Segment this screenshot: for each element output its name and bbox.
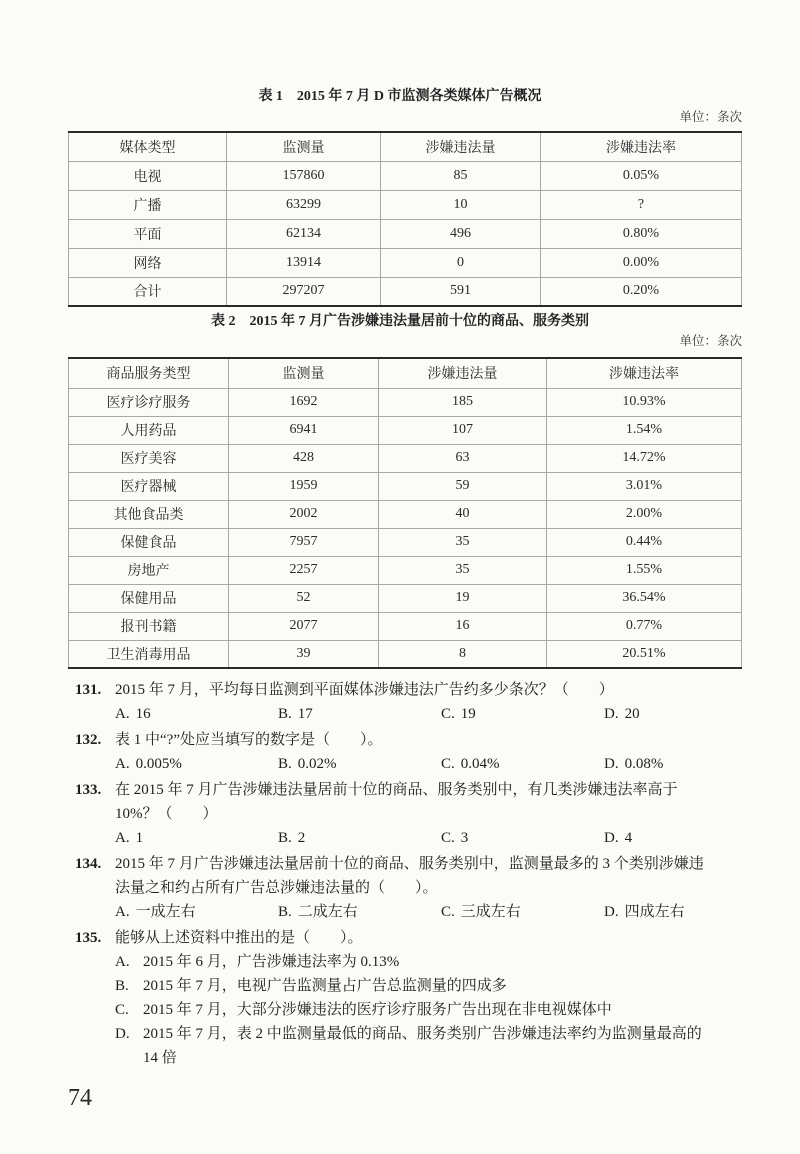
- question-132: [75, 728, 742, 776]
- option-d: [115, 1022, 742, 1070]
- header-violation-rate: 涉嫌违法率: [541, 132, 742, 161]
- option-label: C.: [441, 904, 455, 920]
- cell-violation-rate: 20.51%: [547, 640, 742, 668]
- question-135: [75, 926, 742, 1070]
- table-row: [69, 219, 742, 248]
- cell-monitored-count: 297207: [227, 277, 381, 306]
- cell-violation-rate: 0.05%: [541, 161, 742, 190]
- option-label: B.: [115, 978, 129, 994]
- cell-violation-count: 19: [379, 584, 547, 612]
- cell-violation-rate: 14.72%: [547, 444, 742, 472]
- option-c: [441, 752, 604, 776]
- option-text: 四成左右: [624, 904, 685, 920]
- option-label: A.: [115, 706, 130, 722]
- header-media-type: 媒体类型: [69, 132, 227, 161]
- option-label: B.: [278, 756, 292, 772]
- option-label: A.: [115, 756, 130, 772]
- cell-category: 医疗器械: [69, 472, 229, 500]
- table-header-row: [69, 132, 742, 161]
- option-list: [115, 826, 742, 850]
- option-d: [604, 752, 767, 776]
- question-text: 2015 年 7 月广告涉嫌违法量居前十位的商品、服务类别中，监测量最多的 3 个类别涉嫌违: [115, 856, 704, 872]
- option-text: 三成左右: [460, 904, 521, 920]
- option-text: 0.04%: [460, 756, 500, 772]
- option-d: [604, 826, 767, 850]
- cell-violation-count: 35: [379, 556, 547, 584]
- cell-violation-count: 16: [379, 612, 547, 640]
- table-row: [69, 556, 742, 584]
- cell-media-type: 广播: [69, 190, 227, 219]
- cell-violation-rate: 36.54%: [547, 584, 742, 612]
- cell-violation-count: 40: [379, 500, 547, 528]
- option-d: [604, 900, 767, 924]
- table2-top10-categories: [68, 357, 742, 669]
- header-violation-count: 涉嫌违法量: [381, 132, 541, 161]
- question-number: 132.: [75, 732, 102, 748]
- option-label: A.: [115, 954, 130, 970]
- cell-monitored-count: 39: [229, 640, 379, 668]
- table-header-row: [69, 358, 742, 388]
- option-b: [115, 974, 742, 998]
- option-text: 2015 年 6 月，广告涉嫌违法率为 0.13%: [143, 954, 400, 970]
- option-list: [115, 702, 742, 726]
- option-d: [604, 702, 767, 726]
- cell-violation-count: 496: [381, 219, 541, 248]
- option-text: 2015 年 7 月，大部分涉嫌违法的医疗诊疗服务广告出现在非电视媒体中: [143, 1002, 612, 1018]
- option-text: 二成左右: [297, 904, 358, 920]
- option-label: A.: [115, 904, 130, 920]
- cell-violation-rate: 0.00%: [541, 248, 742, 277]
- cell-violation-count: 35: [379, 528, 547, 556]
- option-label: C.: [441, 830, 455, 846]
- cell-monitored-count: 1959: [229, 472, 379, 500]
- cell-monitored-count: 428: [229, 444, 379, 472]
- cell-monitored-count: 2257: [229, 556, 379, 584]
- cell-category: 保健食品: [69, 528, 229, 556]
- header-violation-count: 涉嫌违法量: [379, 358, 547, 388]
- cell-category: 医疗美容: [69, 444, 229, 472]
- header-monitored-count: 监测量: [227, 132, 381, 161]
- question-text: 法量之和约占所有广告总涉嫌违法量的（ ）。: [115, 880, 438, 896]
- option-label: D.: [604, 830, 619, 846]
- cell-monitored-count: 52: [229, 584, 379, 612]
- cell-monitored-count: 13914: [227, 248, 381, 277]
- cell-monitored-count: 63299: [227, 190, 381, 219]
- option-label: D.: [604, 904, 619, 920]
- table1-unit: 单位：条次: [679, 110, 742, 124]
- cell-violation-rate: 0.44%: [547, 528, 742, 556]
- cell-monitored-count: 62134: [227, 219, 381, 248]
- table-row: [69, 444, 742, 472]
- question-text: 表 1 中“?”处应当填写的数字是（ ）。: [115, 732, 383, 748]
- cell-media-type: 平面: [69, 219, 227, 248]
- cell-violation-rate: 10.93%: [547, 388, 742, 416]
- option-text: 2: [297, 830, 306, 846]
- option-text: 16: [135, 706, 151, 722]
- cell-violation-count: 8: [379, 640, 547, 668]
- cell-media-type: 合计: [69, 277, 227, 306]
- cell-monitored-count: 6941: [229, 416, 379, 444]
- table-row: [69, 640, 742, 668]
- question-number: 131.: [75, 682, 102, 698]
- cell-category: 其他食品类: [69, 500, 229, 528]
- table1-media-ad-overview: [68, 131, 742, 307]
- cell-violation-rate: 0.20%: [541, 277, 742, 306]
- cell-violation-count: 185: [379, 388, 547, 416]
- question-number: 135.: [75, 930, 102, 946]
- question-text: 2015 年 7 月，平均每日监测到平面媒体涉嫌违法广告约多少条次？（ ）: [115, 682, 614, 698]
- option-text: 4: [624, 830, 633, 846]
- option-label: B.: [278, 706, 292, 722]
- option-text: 3: [460, 830, 469, 846]
- question-134: [75, 852, 742, 924]
- header-category: 商品服务类型: [69, 358, 229, 388]
- cell-violation-rate: ?: [541, 190, 742, 219]
- table-row: [69, 612, 742, 640]
- question-131: [75, 678, 742, 726]
- cell-category: 房地产: [69, 556, 229, 584]
- option-text: 19: [460, 706, 476, 722]
- question-number: 134.: [75, 856, 102, 872]
- option-b: [278, 826, 441, 850]
- question-text: 在 2015 年 7 月广告涉嫌违法量居前十位的商品、服务类别中，有几类涉嫌违法率高于: [115, 782, 678, 798]
- option-text: 2015 年 7 月，表 2 中监测量最低的商品、服务类别广告涉嫌违法率约为监测量最高的: [143, 1026, 702, 1042]
- cell-violation-count: 85: [381, 161, 541, 190]
- question-text: 能够从上述资料中推出的是（ ）。: [115, 930, 363, 946]
- cell-monitored-count: 157860: [227, 161, 381, 190]
- option-text: 一成左右: [135, 904, 196, 920]
- cell-monitored-count: 2077: [229, 612, 379, 640]
- option-c: [115, 998, 742, 1022]
- cell-violation-rate: 1.54%: [547, 416, 742, 444]
- cell-violation-count: 63: [379, 444, 547, 472]
- option-text: 20: [624, 706, 640, 722]
- option-text: 0.02%: [297, 756, 337, 772]
- option-b: [278, 702, 441, 726]
- cell-monitored-count: 2002: [229, 500, 379, 528]
- option-text: 0.005%: [135, 756, 182, 772]
- table2-unit: 单位：条次: [679, 334, 742, 348]
- cell-violation-count: 59: [379, 472, 547, 500]
- cell-violation-rate: 0.80%: [541, 219, 742, 248]
- table-row: [69, 248, 742, 277]
- cell-violation-count: 107: [379, 416, 547, 444]
- option-c: [441, 702, 604, 726]
- cell-category: 人用药品: [69, 416, 229, 444]
- page-number: 74: [68, 1085, 92, 1111]
- cell-violation-count: 10: [381, 190, 541, 219]
- table-row: [69, 472, 742, 500]
- cell-media-type: 电视: [69, 161, 227, 190]
- cell-violation-rate: 0.77%: [547, 612, 742, 640]
- option-a: [115, 950, 742, 974]
- question-number: 133.: [75, 782, 102, 798]
- option-list: [115, 752, 742, 776]
- option-c: [441, 826, 604, 850]
- cell-category: 卫生消毒用品: [69, 640, 229, 668]
- option-text: 1: [135, 830, 144, 846]
- option-text: 0.08%: [624, 756, 664, 772]
- cell-violation-count: 591: [381, 277, 541, 306]
- option-label: B.: [278, 830, 292, 846]
- option-label: D.: [604, 706, 619, 722]
- header-monitored-count: 监测量: [229, 358, 379, 388]
- option-a: [115, 900, 278, 924]
- option-text: 17: [297, 706, 313, 722]
- cell-violation-rate: 2.00%: [547, 500, 742, 528]
- cell-violation-rate: 1.55%: [547, 556, 742, 584]
- cell-media-type: 网络: [69, 248, 227, 277]
- table-row: [69, 500, 742, 528]
- cell-category: 医疗诊疗服务: [69, 388, 229, 416]
- option-label: B.: [278, 904, 292, 920]
- question-133: [75, 778, 742, 850]
- option-text: 2015 年 7 月，电视广告监测量占广告总监测量的四成多: [143, 978, 507, 994]
- table-row: [69, 528, 742, 556]
- option-c: [441, 900, 604, 924]
- table-row: [69, 416, 742, 444]
- table1-title: 表 1 2015 年 7 月 D 市监测各类媒体广告概况: [258, 89, 542, 104]
- table-row: [69, 277, 742, 306]
- table-row: [69, 190, 742, 219]
- table-row: [69, 161, 742, 190]
- option-label: C.: [441, 756, 455, 772]
- table2-title: 表 2 2015 年 7 月广告涉嫌违法量居前十位的商品、服务类别: [211, 314, 589, 329]
- option-a: [115, 752, 278, 776]
- option-label: C.: [115, 1002, 129, 1018]
- table-row: [69, 584, 742, 612]
- table-row: [69, 388, 742, 416]
- option-b: [278, 900, 441, 924]
- option-label: D.: [604, 756, 619, 772]
- option-b: [278, 752, 441, 776]
- option-a: [115, 702, 278, 726]
- option-text: 14 倍: [143, 1050, 177, 1066]
- question-text: 10%？（ ）: [115, 806, 218, 822]
- cell-monitored-count: 7957: [229, 528, 379, 556]
- question-list: [75, 678, 742, 1070]
- option-list: [115, 900, 742, 924]
- cell-violation-rate: 3.01%: [547, 472, 742, 500]
- cell-category: 报刊书籍: [69, 612, 229, 640]
- option-label: C.: [441, 706, 455, 722]
- header-violation-rate: 涉嫌违法率: [547, 358, 742, 388]
- cell-violation-count: 0: [381, 248, 541, 277]
- cell-category: 保健用品: [69, 584, 229, 612]
- option-a: [115, 826, 278, 850]
- option-label: A.: [115, 830, 130, 846]
- option-label: D.: [115, 1026, 130, 1042]
- cell-monitored-count: 1692: [229, 388, 379, 416]
